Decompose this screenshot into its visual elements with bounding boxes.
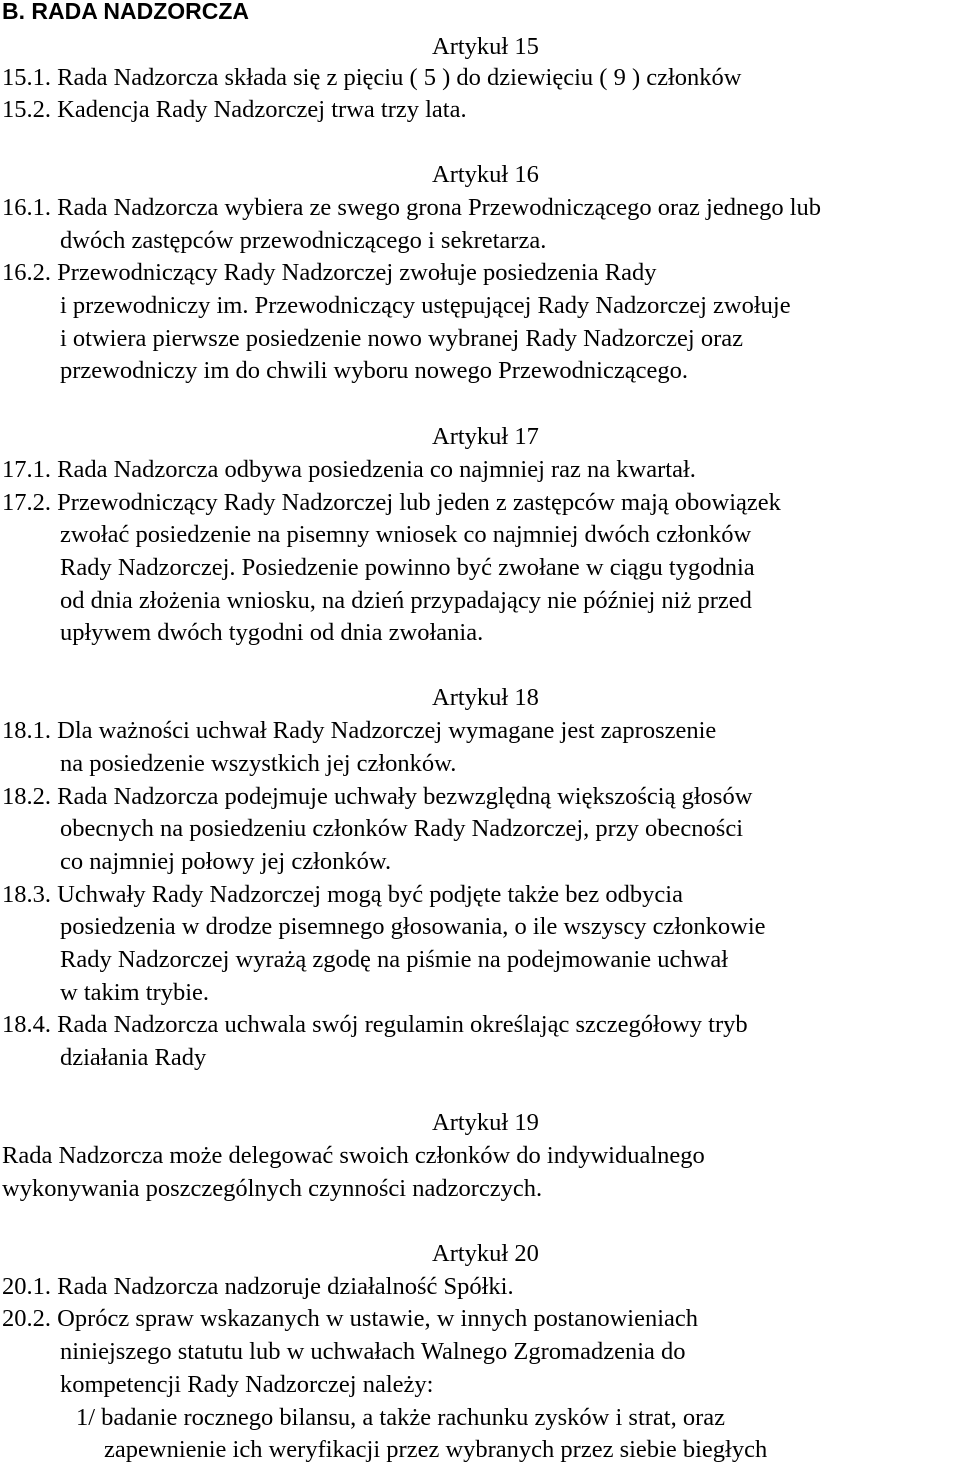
paragraph-20-2-line-1: 20.2. Oprócz spraw wskazanych w ustawie, w innych postanowieniach (2, 1305, 699, 1332)
paragraph-18-4-line-1: 18.4. Rada Nadzorcza uchwala swój regulamin określając szczegółowy tryb (2, 1011, 748, 1038)
paragraph-17-2-line-2: zwołać posiedzenie na pisemny wniosek co najmniej dwóch członków (60, 521, 752, 548)
paragraph-15-1: 15.1. Rada Nadzorcza składa się z pięciu ( 5 ) do dziewięciu ( 9 ) członków (2, 64, 742, 91)
paragraph-18-3-line-3: Rady Nadzorczej wyrażą zgodę na piśmie na podejmowanie uchwał (60, 946, 729, 973)
paragraph-17-2-line-3: Rady Nadzorczej. Posiedzenie powinno być zwołane w ciągu tygodnia (60, 554, 755, 581)
list-item-1-line-1: 1/ badanie rocznego bilansu, a także rachunku zysków i strat, oraz (76, 1404, 725, 1431)
article-15-heading: Artykuł 15 (432, 33, 539, 60)
paragraph-16-2-line-2: i przewodniczy im. Przewodniczący ustępującej Rady Nadzorczej zwołuje (60, 292, 791, 319)
paragraph-16-1-line-2: dwóch zastępców przewodniczącego i sekretarza. (60, 227, 547, 254)
paragraph-18-2-line-1: 18.2. Rada Nadzorcza podejmuje uchwały bezwzględną większością głosów (2, 783, 753, 810)
paragraph-18-1-line-2: na posiedzenie wszystkich jej członków. (60, 750, 457, 777)
list-item-1-line-2: zapewnienie ich weryfikacji przez wybranych przez siebie biegłych (104, 1436, 768, 1463)
article-16-heading: Artykuł 16 (432, 161, 539, 188)
paragraph-16-2-line-3: i otwiera pierwsze posiedzenie nowo wybranej Rady Nadzorczej oraz (60, 325, 743, 352)
paragraph-20-2-line-3: kompetencji Rady Nadzorczej należy: (60, 1371, 434, 1398)
section-title: B. RADA NADZORCZA (2, 0, 250, 24)
paragraph-15-2: 15.2. Kadencja Rady Nadzorczej trwa trzy lata. (2, 96, 467, 123)
paragraph-18-4-line-2: działania Rady (60, 1044, 207, 1071)
paragraph-20-1: 20.1. Rada Nadzorcza nadzoruje działalność Spółki. (2, 1273, 514, 1300)
paragraph-18-3-line-2: posiedzenia w drodze pisemnego głosowania, o ile wszyscy członkowie (60, 913, 766, 940)
paragraph-16-1-line-1: 16.1. Rada Nadzorcza wybiera ze swego grona Przewodniczącego oraz jednego lub (2, 194, 822, 221)
article-20-heading: Artykuł 20 (432, 1240, 539, 1267)
paragraph-18-2-line-2: obecnych na posiedzeniu członków Rady Nadzorczej, przy obecności (60, 815, 744, 842)
article-18-heading: Artykuł 18 (432, 684, 539, 711)
paragraph-17-2-line-5: upływem dwóch tygodni od dnia zwołania. (60, 619, 484, 646)
paragraph-18-1-line-1: 18.1. Dla ważności uchwał Rady Nadzorczej wymagane jest zaproszenie (2, 717, 717, 744)
paragraph-16-2-line-4: przewodniczy im do chwili wyboru nowego Przewodniczącego. (60, 357, 688, 384)
paragraph-17-2-line-1: 17.2. Przewodniczący Rady Nadzorczej lub jeden z zastępców mają obowiązek (2, 489, 781, 516)
paragraph-17-2-line-4: od dnia złożenia wniosku, na dzień przypadający nie później niż przed (60, 587, 752, 614)
paragraph-19-line-1: Rada Nadzorcza może delegować swoich członków do indywidualnego (2, 1142, 705, 1169)
article-19-heading: Artykuł 19 (432, 1109, 539, 1136)
paragraph-17-1: 17.1. Rada Nadzorcza odbywa posiedzenia co najmniej raz na kwartał. (2, 456, 696, 483)
paragraph-20-2-line-2: niniejszego statutu lub w uchwałach Walnego Zgromadzenia do (60, 1338, 686, 1365)
paragraph-19-line-2: wykonywania poszczególnych czynności nadzorczych. (2, 1175, 543, 1202)
paragraph-18-3-line-1: 18.3. Uchwały Rady Nadzorczej mogą być podjęte także bez odbycia (2, 881, 683, 908)
paragraph-18-2-line-3: co najmniej połowy jej członków. (60, 848, 392, 875)
article-17-heading: Artykuł 17 (432, 423, 539, 450)
paragraph-18-3-line-4: w takim trybie. (60, 979, 210, 1006)
paragraph-16-2-line-1: 16.2. Przewodniczący Rady Nadzorczej zwołuje posiedzenia Rady (2, 259, 657, 286)
